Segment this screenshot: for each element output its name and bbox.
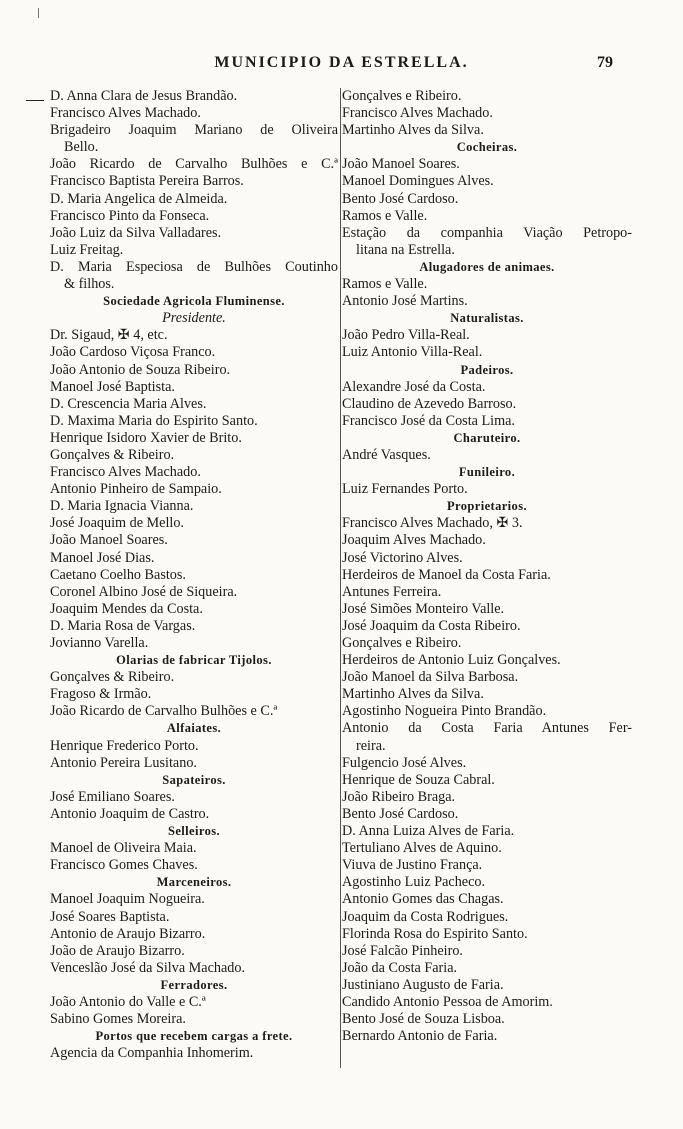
directory-entry: Candido Antonio Pessoa de Amorim. — [342, 993, 553, 1010]
directory-entry: João Ricardo de Carvalho Bulhões e C.ª — [50, 703, 278, 720]
directory-entry: João Manoel Soares. — [342, 156, 460, 173]
directory-entry: Herdeiros de Antonio Luiz Gonçalves. — [342, 652, 561, 669]
directory-entry: Ramos e Valle. — [342, 276, 428, 293]
section-heading: Portos que recebem cargas a frete. — [95, 1029, 293, 1044]
directory-entry: Herdeiros de Manoel da Costa Faria. — [342, 566, 551, 583]
directory-entry: Antonio de Araujo Bizarro. — [50, 925, 206, 942]
directory-entry: D. Maria Ignacia Vianna. — [50, 498, 194, 515]
section-heading: Funileiro. — [458, 465, 516, 480]
directory-entry: Francisco Pinto da Fonseca. — [50, 207, 210, 224]
directory-entry: Joaquim da Costa Rodrigues. — [342, 908, 509, 925]
directory-entry: Henrique Isidoro Xavier de Brito. — [50, 429, 242, 446]
section-heading: Selleiros. — [167, 824, 221, 839]
directory-entry: José Joaquim da Costa Ribeiro. — [342, 617, 521, 634]
section-heading: Sociedade Agricola Fluminense. — [103, 294, 285, 309]
directory-entry: Bento José Cardoso. — [342, 190, 459, 207]
directory-entry: Antonio Joaquim de Castro. — [50, 805, 210, 822]
directory-entry: Viuva de Justino França. — [342, 857, 483, 874]
directory-entry: Sabino Gomes Moreira. — [50, 1011, 186, 1028]
directory-entry: Agostinho Luiz Pacheco. — [342, 874, 486, 891]
directory-entry: Gonçalves e Ribeiro. — [342, 635, 462, 651]
entry-continuation: Bello. — [64, 139, 99, 156]
directory-entry: Agencia da Companhia Inhomerim. — [50, 1045, 254, 1062]
entry-continuation: & filhos. — [64, 276, 115, 293]
section-heading: Alfaiates. — [166, 721, 222, 736]
section-heading: Charuteiro. — [453, 430, 521, 445]
directory-entry: Fulgencio José Alves. — [342, 754, 467, 771]
directory-entry: Dr. Sigaud, ✠ 4, etc. — [50, 327, 168, 344]
directory-entry: André Vasques. — [342, 446, 431, 463]
directory-entry: Martinho Alves da Silva. — [342, 686, 484, 703]
directory-entry: Manoel Joaquim Nogueira. — [50, 891, 205, 908]
directory-entry: João da Costa Faria. — [342, 959, 458, 976]
section-heading: Padeiros. — [460, 362, 514, 377]
entry-continuation: litana na Estrella. — [356, 241, 455, 258]
directory-entry: João de Araujo Bizarro. — [50, 942, 185, 959]
right-column — [342, 88, 632, 1045]
directory-entry: D. Anna Luiza Alves de Faria. — [342, 823, 515, 840]
section-heading: Sapateiros. — [162, 772, 226, 787]
directory-entry: Bento José de Souza Lisboa. — [342, 1011, 505, 1028]
directory-entry: João Ribeiro Braga. — [342, 788, 456, 805]
directory-entry: Brigadeiro Joaquim Mariano de Oliveira — [50, 122, 338, 139]
directory-entry: Luiz Fernandes Porto. — [342, 481, 468, 498]
directory-entry: Manoel José Dias. — [50, 549, 155, 566]
directory-entry: Gonçalves e Ribeiro. — [342, 88, 462, 104]
directory-entry: Francisco Alves Machado, ✠ 3. — [342, 515, 523, 532]
directory-entry: Martinho Alves da Silva. — [342, 122, 484, 139]
directory-entry: Jovianno Varella. — [50, 635, 149, 651]
directory-entry: José Victorino Alves. — [342, 549, 463, 566]
directory-entry: Luiz Freitag. — [50, 241, 124, 258]
directory-entry: Henrique Frederico Porto. — [50, 737, 199, 754]
section-heading: Naturalistas. — [450, 311, 524, 326]
directory-entry: José Soares Baptista. — [50, 908, 170, 925]
directory-entry: Manoel de Oliveira Maia. — [50, 840, 197, 857]
directory-entry: Gonçalves & Ribeiro. — [50, 669, 175, 686]
directory-entry: Joaquim Alves Machado. — [342, 532, 486, 549]
directory-entry: Francisco Alves Machado. — [50, 464, 201, 481]
directory-entry: Venceslão José da Silva Machado. — [50, 959, 246, 976]
directory-entry: Ramos e Valle. — [342, 207, 428, 224]
directory-entry: Francisco José da Costa Lima. — [342, 412, 515, 429]
directory-entry: Antonio José Martins. — [342, 293, 468, 310]
directory-entry: João Manoel Soares. — [50, 532, 168, 549]
column-divider — [340, 88, 341, 1068]
section-heading: Alugadores de animaes. — [419, 259, 555, 274]
directory-entry: Bento José Cardoso. — [342, 805, 459, 822]
directory-entry: João Cardoso Viçosa Franco. — [50, 344, 216, 361]
directory-entry: José Simões Monteiro Valle. — [342, 600, 505, 617]
directory-entry: José Falcão Pinheiro. — [342, 942, 463, 959]
directory-entry: Coronel Albino José de Siqueira. — [50, 583, 238, 600]
directory-entry: João Pedro Villa-Real. — [342, 327, 470, 344]
directory-entry: Justiniano Augusto de Faria. — [342, 976, 504, 993]
left-column — [50, 88, 338, 1062]
directory-entry: Manoel Domingues Alves. — [342, 173, 494, 190]
directory-entry: Manoel José Baptista. — [50, 378, 175, 395]
section-heading: Olarias de fabricar Tijolos. — [116, 653, 272, 668]
directory-entry: Antunes Ferreira. — [342, 583, 442, 600]
directory-entry: Bernardo Antonio de Faria. — [342, 1028, 498, 1045]
section-subheading: Presidente. — [162, 310, 226, 327]
margin-tick-mark — [38, 8, 39, 18]
section-heading: Proprietarios. — [446, 499, 527, 514]
directory-entry: Caetano Coelho Bastos. — [50, 566, 186, 583]
directory-entry: Fragoso & Irmão. — [50, 686, 152, 703]
directory-entry: João Ricardo de Carvalho Bulhões e C.ª — [50, 156, 338, 173]
section-heading: Ferradores. — [160, 977, 228, 992]
directory-entry: Antonio Gomes das Chagas. — [342, 891, 504, 908]
directory-entry: José Emiliano Soares. — [50, 788, 175, 805]
directory-entry: João Manoel da Silva Barbosa. — [342, 669, 519, 686]
directory-entry: Claudino de Azevedo Barroso. — [342, 395, 517, 412]
directory-entry: D. Maria Especiosa de Bulhões Coutinho — [50, 258, 338, 275]
directory-entry: Florinda Rosa do Espirito Santo. — [342, 925, 528, 942]
directory-entry: João Luiz da Silva Valladares. — [50, 224, 222, 241]
directory-entry: Alexandre José da Costa. — [342, 378, 486, 395]
directory-entry: D. Maria Angelica de Almeida. — [50, 190, 228, 207]
section-heading: Marceneiros. — [156, 875, 232, 890]
page-number: 79 — [597, 54, 613, 71]
page-title: MUNICIPIO DA ESTRELLA. — [214, 54, 469, 71]
directory-entry: Henrique de Souza Cabral. — [342, 771, 495, 788]
section-heading: Cocheiras. — [456, 140, 518, 155]
directory-entry: Joaquim Mendes da Costa. — [50, 600, 203, 617]
directory-entry: Francisco Baptista Pereira Barros. — [50, 173, 244, 190]
directory-entry: Agostinho Nogueira Pinto Brandão. — [342, 703, 547, 720]
directory-entry: João Antonio de Souza Ribeiro. — [50, 361, 231, 378]
directory-entry: D. Maxima Maria do Espirito Santo. — [50, 412, 258, 429]
directory-entry: José Joaquim de Mello. — [50, 515, 184, 532]
directory-entry: Antonio da Costa Faria Antunes Fer- — [342, 720, 632, 737]
directory-entry: Gonçalves & Ribeiro. — [50, 446, 175, 463]
directory-entry: D. Anna Clara de Jesus Brandão. — [50, 88, 238, 104]
directory-entry: João Antonio do Valle e C.ª — [50, 993, 206, 1010]
directory-entry: D. Crescencia Maria Alves. — [50, 395, 207, 412]
entry-continuation: reira. — [356, 737, 386, 754]
directory-entry: Estação da companhia Viação Petropo- — [342, 224, 632, 241]
directory-entry: Luiz Antonio Villa-Real. — [342, 344, 483, 361]
margin-dash-mark — [26, 100, 44, 101]
directory-entry: Antonio Pinheiro de Sampaio. — [50, 481, 222, 498]
directory-entry: D. Maria Rosa de Vargas. — [50, 617, 196, 634]
directory-entry: Tertuliano Alves de Aquino. — [342, 840, 502, 857]
directory-entry: Francisco Gomes Chaves. — [50, 857, 198, 874]
directory-entry: Francisco Alves Machado. — [50, 105, 201, 122]
directory-entry: Antonio Pereira Lusitano. — [50, 754, 197, 771]
directory-entry: Francisco Alves Machado. — [342, 105, 493, 122]
